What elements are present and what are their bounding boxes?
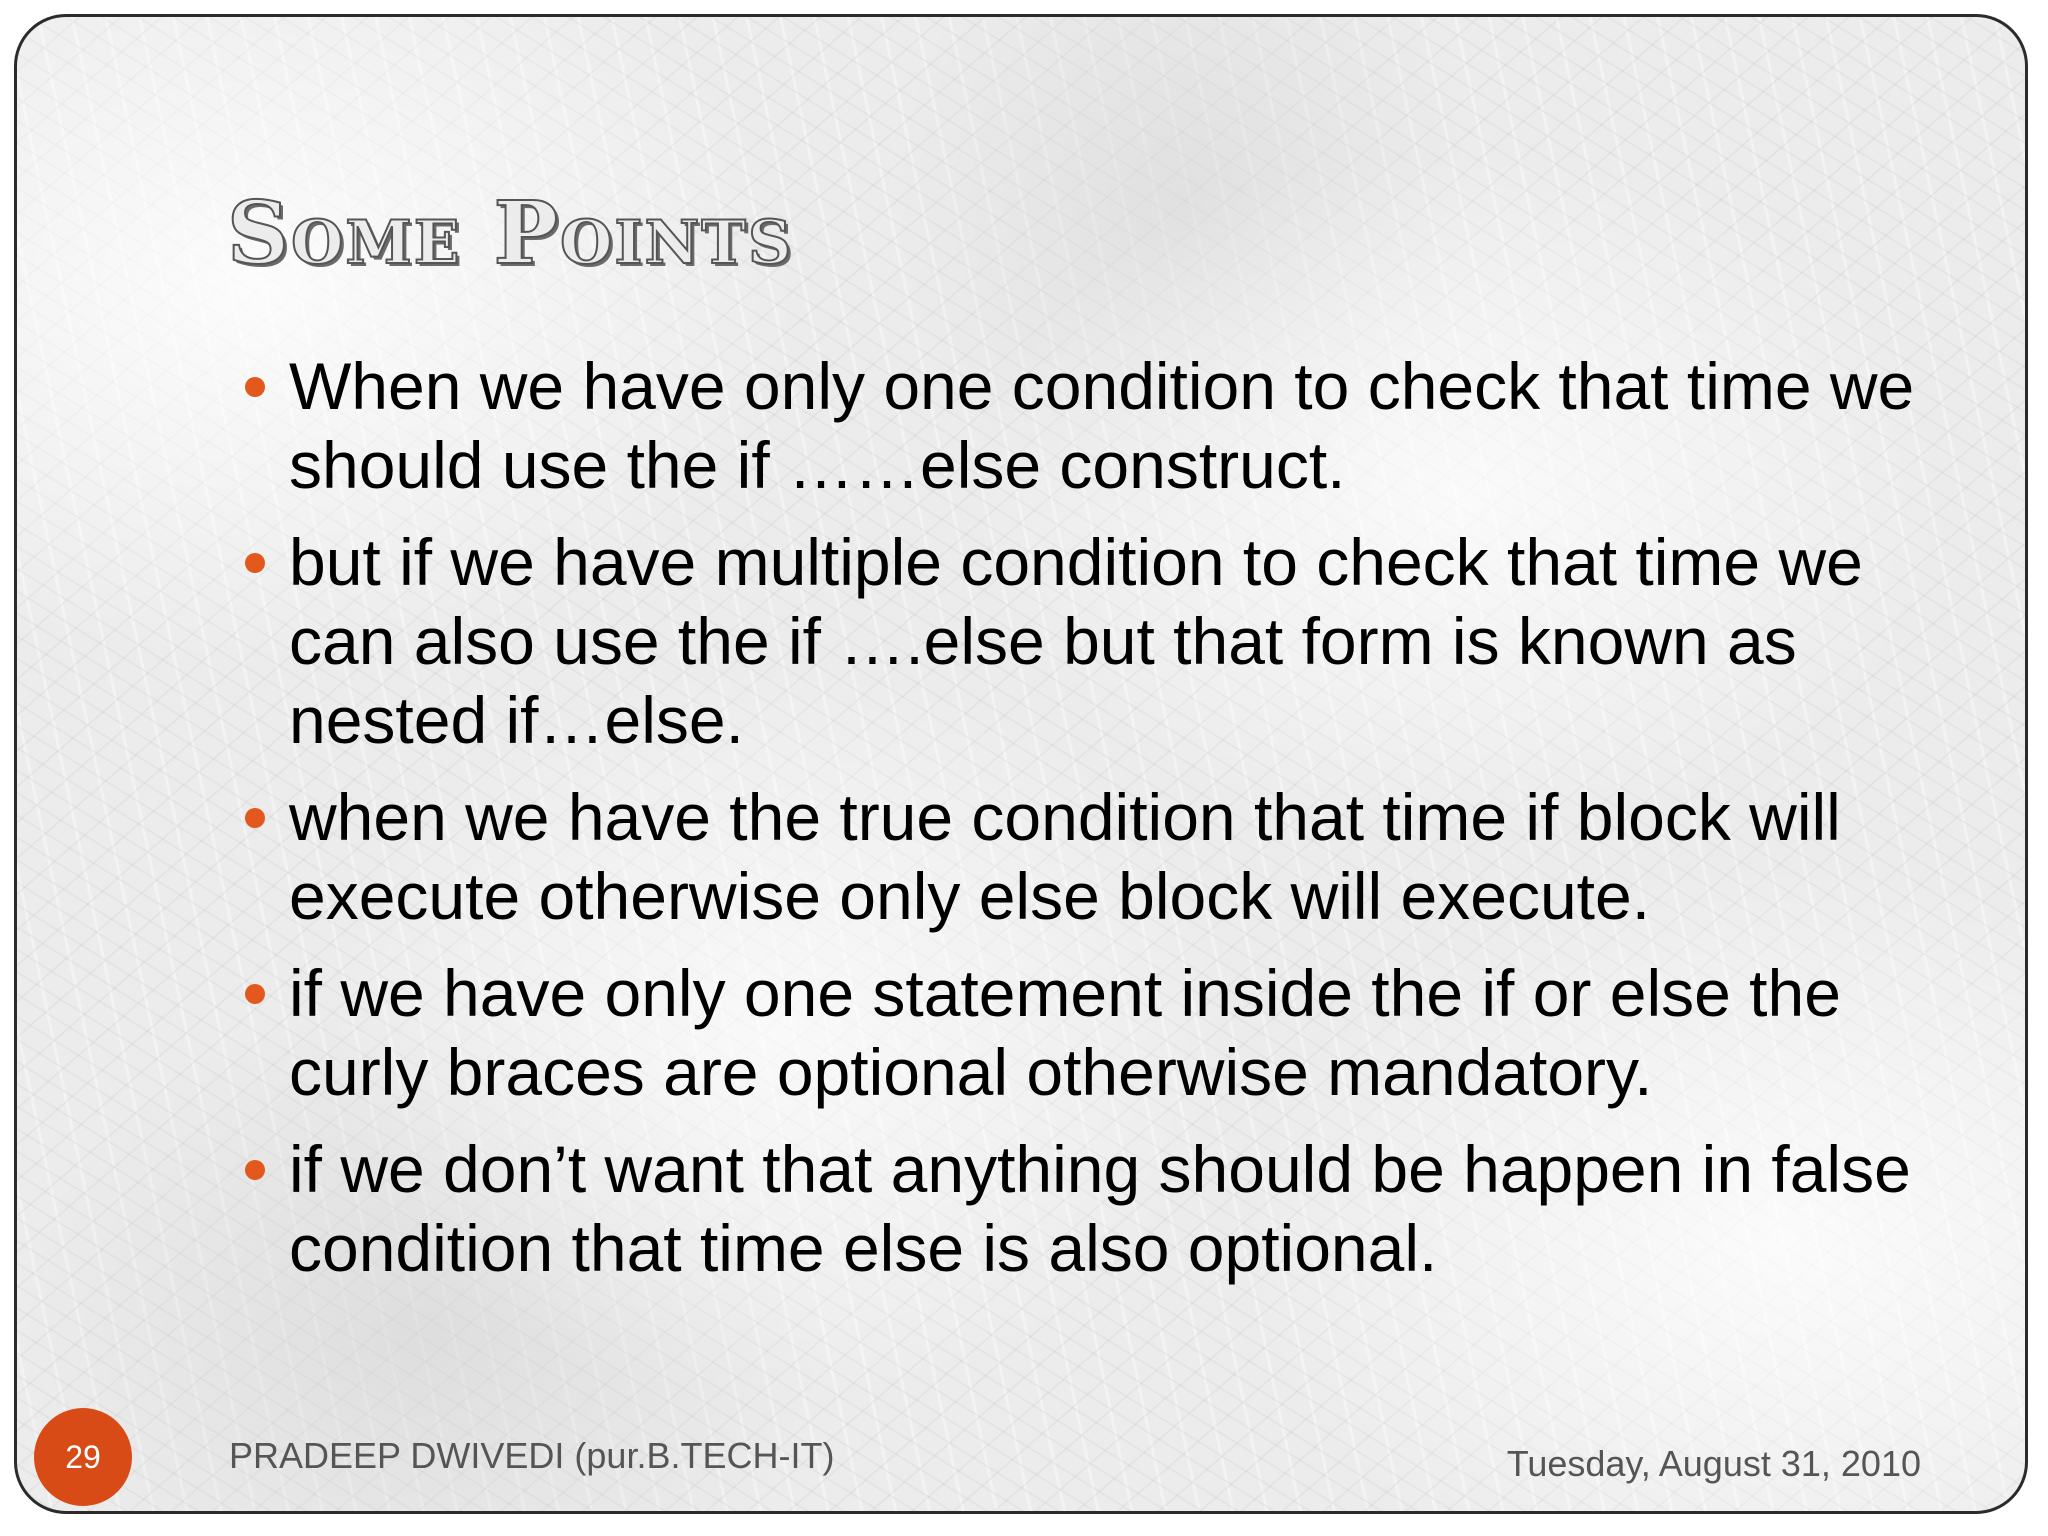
bullet-item	[227, 778, 1947, 936]
bullet-item	[227, 954, 1947, 1112]
bullet-text: but if we have multiple condition to check that time we can also use the if ….else but that form is known as nested if…else.	[289, 525, 1863, 757]
slide-number-badge: 29	[34, 1408, 132, 1506]
bullet-text: if we have only one statement inside the if or else the curly braces are optional otherwise mandatory.	[289, 956, 1841, 1109]
slide-frame	[14, 14, 2028, 1514]
bullet-icon	[245, 553, 265, 573]
footer-author: PRADEEP DWIVEDI (pur.B.TECH-IT)	[229, 1435, 835, 1476]
bullet-text: if we don’t want that anything should be happen in false condition that time else is also optional.	[289, 1132, 1911, 1285]
bullet-text: When we have only one condition to check that time we should use the if ……else construct.	[289, 349, 1915, 502]
bullet-item	[227, 523, 1947, 760]
bullet-text: when we have the true condition that time if block will execute otherwise only else block will execute.	[289, 780, 1841, 933]
bullet-icon	[245, 984, 265, 1004]
bullet-list	[227, 347, 1947, 1306]
slide-title: Some Points	[227, 183, 794, 284]
bullet-icon	[245, 377, 265, 397]
bullet-icon	[245, 1160, 265, 1180]
bullet-icon	[245, 808, 265, 828]
bullet-item	[227, 347, 1947, 505]
bullet-item	[227, 1130, 1947, 1288]
footer-date: Tuesday, August 31, 2010	[1506, 1443, 1921, 1484]
